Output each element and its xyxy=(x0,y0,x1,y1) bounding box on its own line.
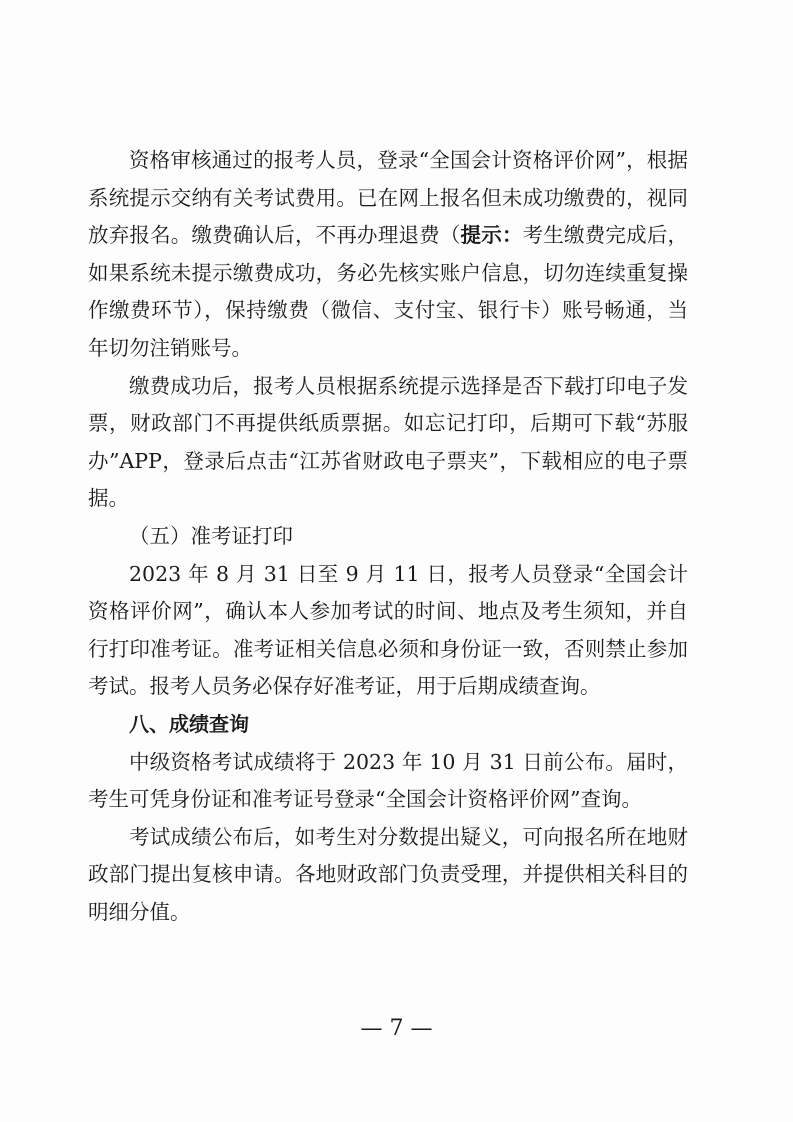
section-heading-admission-ticket: （五）准考证打印 xyxy=(129,523,293,548)
paragraph-payment-text-end: 考生缴费完成后，如果系统未提示缴费成功，务必先核实账户信息，切勿连续重复操作缴费环节），保持缴费（微信、支付宝、银行卡）账号畅通，当年切勿注销账号。 xyxy=(88,223,689,360)
section-heading-score-query: 八、成绩查询 xyxy=(129,711,249,736)
paragraph-payment xyxy=(88,142,688,368)
document-body xyxy=(88,142,688,931)
page-number: — 7 — xyxy=(360,1016,433,1041)
paragraph-admission-ticket: 2023 年 8 月 31 日至 9 月 11 日，报考人员登录“全国会计资格评价网”，确认本人参加考试的时间、地点及考生须知，并自行打印准考证。准考证相关信息必须和身份证一致，否则禁止参加考试。报考人员务必保存好准考证，用于后期成绩查询。 xyxy=(88,561,688,699)
paragraph-score-release: 中级资格考试成绩将于 2023 年 10 月 31 日前公布。届时，考生可凭身份证和准考证号登录“全国会计资格评价网”查询。 xyxy=(88,749,688,812)
paragraph-payment-text-start: 资格审核通过的报考人员，登录“全国会计资格评价网”，根据系统提示交纳有关考试费用。已在网上报名但未成功缴费的，视同放弃报名。缴费确认后，不再办理退费（ xyxy=(88,148,688,248)
hint-label: 提示： xyxy=(460,223,523,248)
paragraph-score-review: 考试成绩公布后，如考生对分数提出疑义，可向报名所在地财政部门提出复核申请。各地财政部门负责受理，并提供相关科目的明细分值。 xyxy=(88,824,688,924)
paragraph-invoice: 缴费成功后，报考人员根据系统提示选择是否下载打印电子发票，财政部门不再提供纸质票据。如忘记打印，后期可下载“苏服办”APP，登录后点击“江苏省财政电子票夹”，下载相应的电子票据。 xyxy=(88,373,688,511)
